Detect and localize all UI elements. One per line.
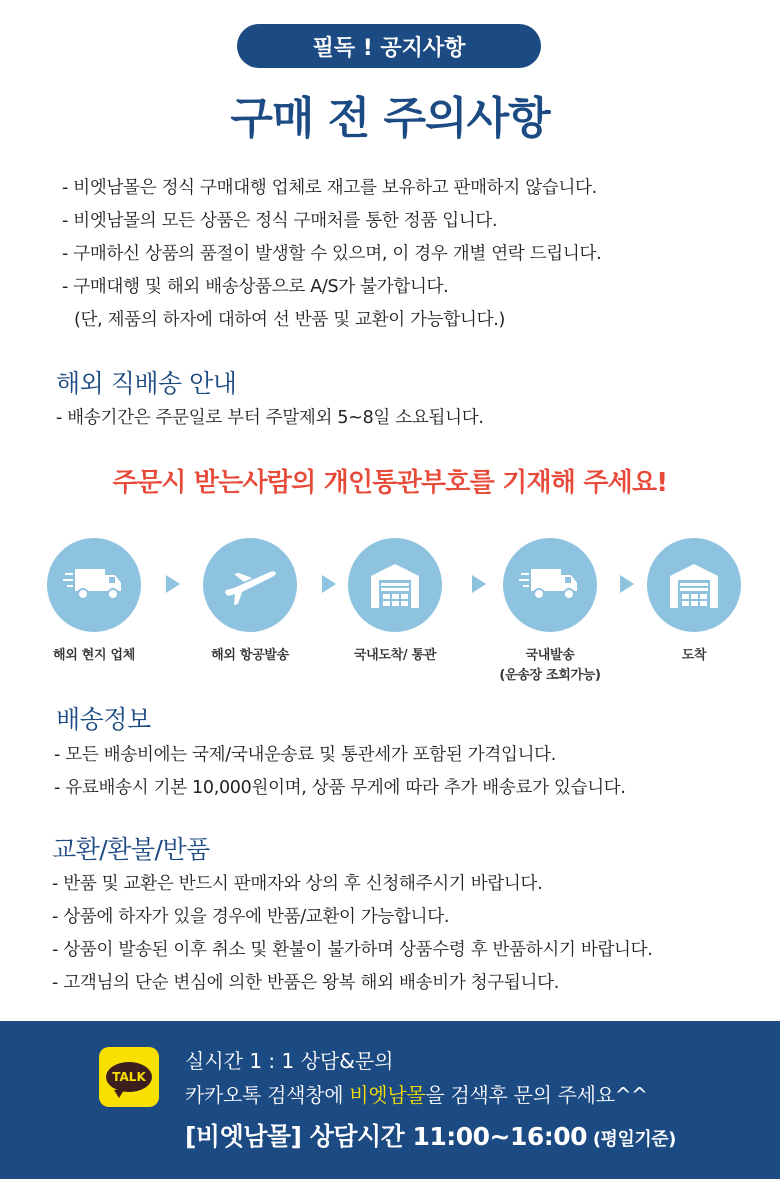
shipping-list (54, 739, 626, 805)
returns-line: - 반품 및 교환은 반드시 판매자와 상의 후 신청해주시기 바랍니다. (52, 874, 543, 894)
consult-title: 실시간 1 : 1 상담&문의 (185, 1049, 394, 1073)
consult-hours (185, 1117, 676, 1153)
consult-hours-note: (평일기준) (587, 1129, 676, 1150)
notice-line: (단, 제품의 하자에 대하여 선 반품 및 교환이 가능합니다.) (74, 310, 505, 330)
instruction-pre: 카카오톡 검색창에 (185, 1083, 350, 1107)
shipping-line: - 모든 배송비에는 국제/국내운송료 및 통관세가 포함된 가격입니다. (54, 745, 557, 765)
step-label (480, 646, 620, 686)
step-label: 도착 (681, 648, 707, 663)
returns-line: - 고객님의 단순 변심에 의한 반품은 왕복 해외 배송비가 청구됩니다. (52, 973, 559, 993)
consult-hours-main: [비엣남몰] 상담시간 11:00~16:00 (185, 1122, 588, 1151)
overseas-line: - 배송기간은 주문일로 부터 주말제외 5~8일 소요됩니다. (56, 408, 484, 428)
step-2 (180, 538, 320, 666)
consult-banner (0, 1021, 780, 1179)
step-1 (24, 538, 164, 666)
store-name-highlight: 비엣남몰 (349, 1083, 426, 1107)
overseas-list (56, 402, 484, 435)
page-title: 구매 전 주의사항 (230, 93, 550, 144)
instruction-post: 을 검색후 문의 주세요^^ (425, 1083, 648, 1107)
truck-icon (47, 538, 141, 632)
step-4 (480, 538, 620, 686)
step-label: 해외 현지 업체 (53, 648, 135, 663)
truck-icon (503, 538, 597, 632)
shipping-title: 배송정보 (56, 705, 151, 734)
notice-line: - 비엣남몰은 정식 구매대행 업체로 재고를 보유하고 판매하지 않습니다. (62, 178, 597, 198)
overseas-title: 해외 직배송 안내 (56, 369, 237, 398)
talk-label: TALK (106, 1062, 152, 1092)
returns-line: - 상품이 발송된 이후 취소 및 환불이 불가하며 상품수령 후 반품하시기 바랍니다. (52, 940, 653, 960)
step-5 (624, 538, 764, 666)
returns-list (52, 868, 653, 1000)
step-3 (325, 538, 465, 666)
step-label-sub: (운송장 조회가능) (499, 668, 601, 683)
warehouse-icon (348, 538, 442, 632)
notice-line: - 비엣남몰의 모든 상품은 정식 구매처를 통한 정품 입니다. (62, 211, 498, 231)
shipping-steps (0, 538, 780, 688)
returns-line: - 상품에 하자가 있을 경우에 반품/교환이 가능합니다. (52, 907, 450, 927)
notice-badge: 필독 ! 공지사항 (237, 24, 541, 68)
airplane-icon (203, 538, 297, 632)
step-label-main: 국내발송 (525, 648, 575, 663)
shipping-line: - 유료배송시 기본 10,000원이며, 상품 무게에 따라 추가 배송료가 있습니다. (54, 778, 626, 798)
step-label: 국내도착/ 통관 (353, 648, 437, 663)
consult-instruction (185, 1079, 648, 1108)
kakao-talk-icon[interactable] (99, 1047, 159, 1107)
customs-notice: 주문시 받는사람의 개인통관부호를 기재해 주세요! (112, 468, 668, 498)
warehouse-icon (647, 538, 741, 632)
notice-line: - 구매대행 및 해외 배송상품으로 A/S가 불가합니다. (62, 277, 449, 297)
arrow-right-icon (166, 575, 180, 593)
notice-list (62, 172, 601, 337)
notice-line: - 구매하신 상품의 품절이 발생할 수 있으며, 이 경우 개별 연락 드립니다. (62, 244, 602, 264)
returns-title: 교환/환불/반품 (52, 835, 210, 864)
step-label: 해외 항공발송 (211, 648, 289, 663)
